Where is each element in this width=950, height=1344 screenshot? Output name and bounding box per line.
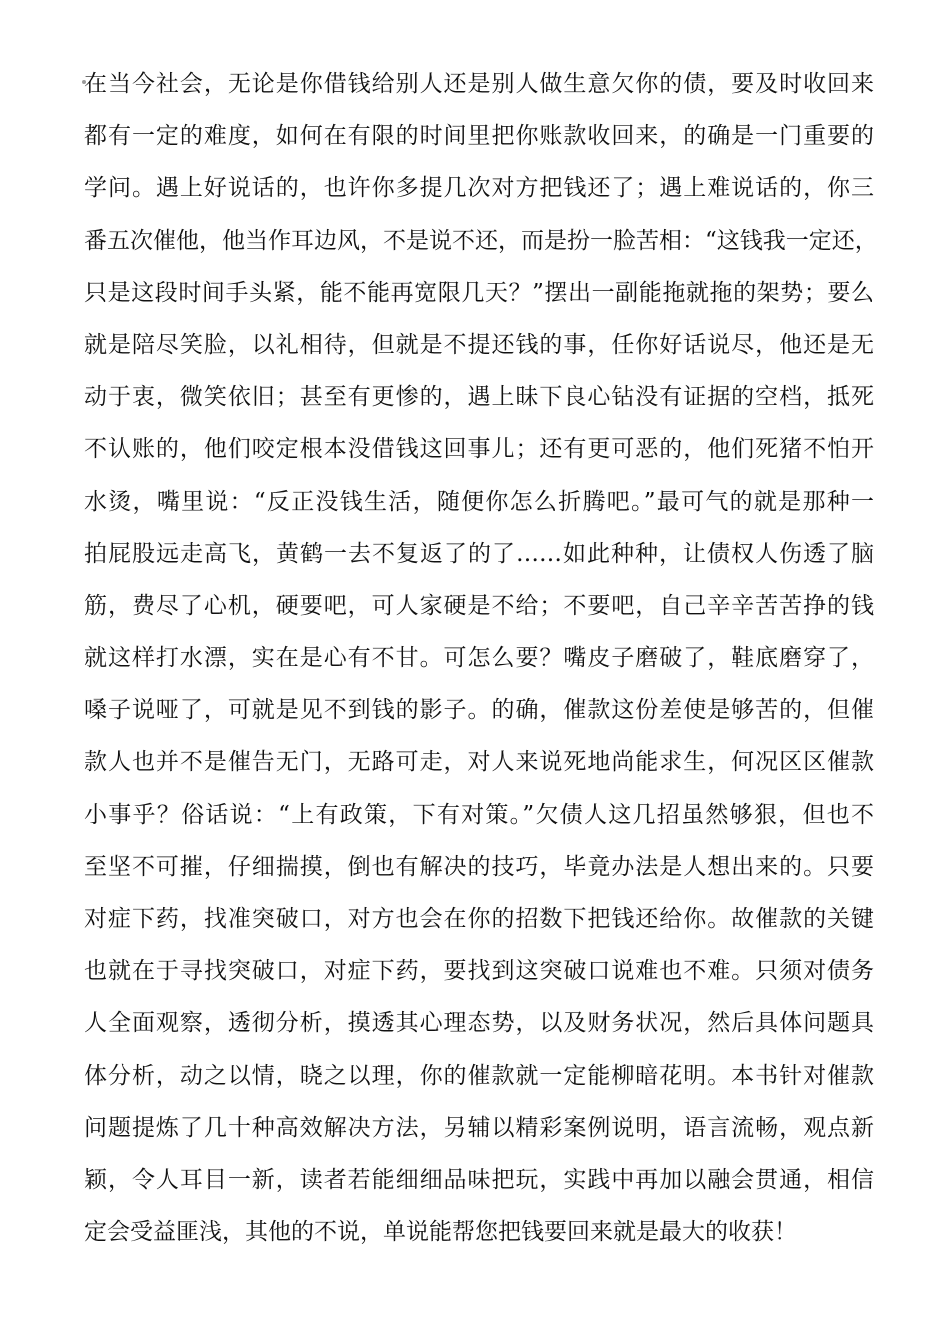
text-line: 人全面观察，透彻分析，摸透其心理态势，以及财务状况，然后具体问题具 (84, 1010, 874, 1037)
text-line: 颖，令人耳目一新，读者若能细细品味把玩，实践中再加以融会贯通，相信 (84, 1166, 874, 1193)
text-line: 拍屁股远走高飞，黄鹤一去不复返了的了……如此种种，让债权人伤透了脑 (84, 540, 874, 567)
text-line: 都有一定的难度，如何在有限的时间里把你账款收回来，的确是一门重要的 (84, 123, 874, 150)
text-line: 只是这段时间手头紧，能不能再宽限几天？”摆出一副能拖就拖的架势；要么 (84, 279, 874, 306)
text-line-last: 定会受益匪浅，其他的不说，单说能帮您把钱要回来就是最大的收获！ (84, 1219, 797, 1246)
text-line: 也就在于寻找突破口，对症下药，要找到这突破口说难也不难。只须对债务 (84, 958, 874, 985)
text-line: 就是陪尽笑脸，以礼相待，但就是不提还钱的事，任你好话说尽，他还是无 (84, 331, 874, 358)
text-line: 就这样打水漂，实在是心有不甘。可怎么要？嘴皮子磨破了，鞋底磨穿了， (84, 645, 874, 672)
text-line: 番五次催他，他当作耳边风，不是说不还，而是扮一脸苦相：“这钱我一定还， (84, 227, 878, 254)
text-line: 小事乎？俗话说：“上有政策，下有对策。”欠债人这几招虽然够狠，但也不 (84, 801, 874, 828)
text-line: 体分析，动之以情，晓之以理，你的催款就一定能柳暗花明。本书针对催款 (84, 1062, 874, 1089)
text-line: 嗓子说哑了，可就是见不到钱的影子。的确，催款这份差使是够苦的，但催 (84, 697, 874, 724)
text-line: 动于衷，微笑依旧；甚至有更惨的，遇上昧下良心钻没有证据的空档，抵死 (84, 384, 874, 411)
text-line: 学问。遇上好说话的，也许你多提几次对方把钱还了；遇上难说话的，你三 (84, 175, 874, 202)
text-line: 至坚不可摧，仔细揣摸，倒也有解决的技巧，毕竟办法是人想出来的。只要 (84, 853, 874, 880)
body-paragraph (84, 64, 878, 1264)
text-line: 在当今社会，无论是你借钱给别人还是别人做生意欠你的债，要及时收回来 (84, 71, 874, 97)
text-line: 问题提炼了几十种高效解决方法，另辅以精彩案例说明，语言流畅，观点新 (84, 1114, 874, 1141)
text-line: 筋，费尽了心机，硬要吧，可人家硬是不给；不要吧，自己辛辛苦苦挣的钱 (84, 592, 874, 619)
text-line: 不认账的，他们咬定根本没借钱这回事儿；还有更可恶的，他们死猪不怕开 (84, 436, 874, 463)
text-line: 水烫，嘴里说：“反正没钱生活，随便你怎么折腾吧。”最可气的就是那种一 (84, 488, 874, 515)
text-line: 款人也并不是催告无门，无路可走，对人来说死地尚能求生，何况区区催款 (84, 749, 874, 776)
text-line: 对症下药，找准突破口，对方也会在你的招数下把钱还给你。故催款的关键 (84, 906, 874, 932)
